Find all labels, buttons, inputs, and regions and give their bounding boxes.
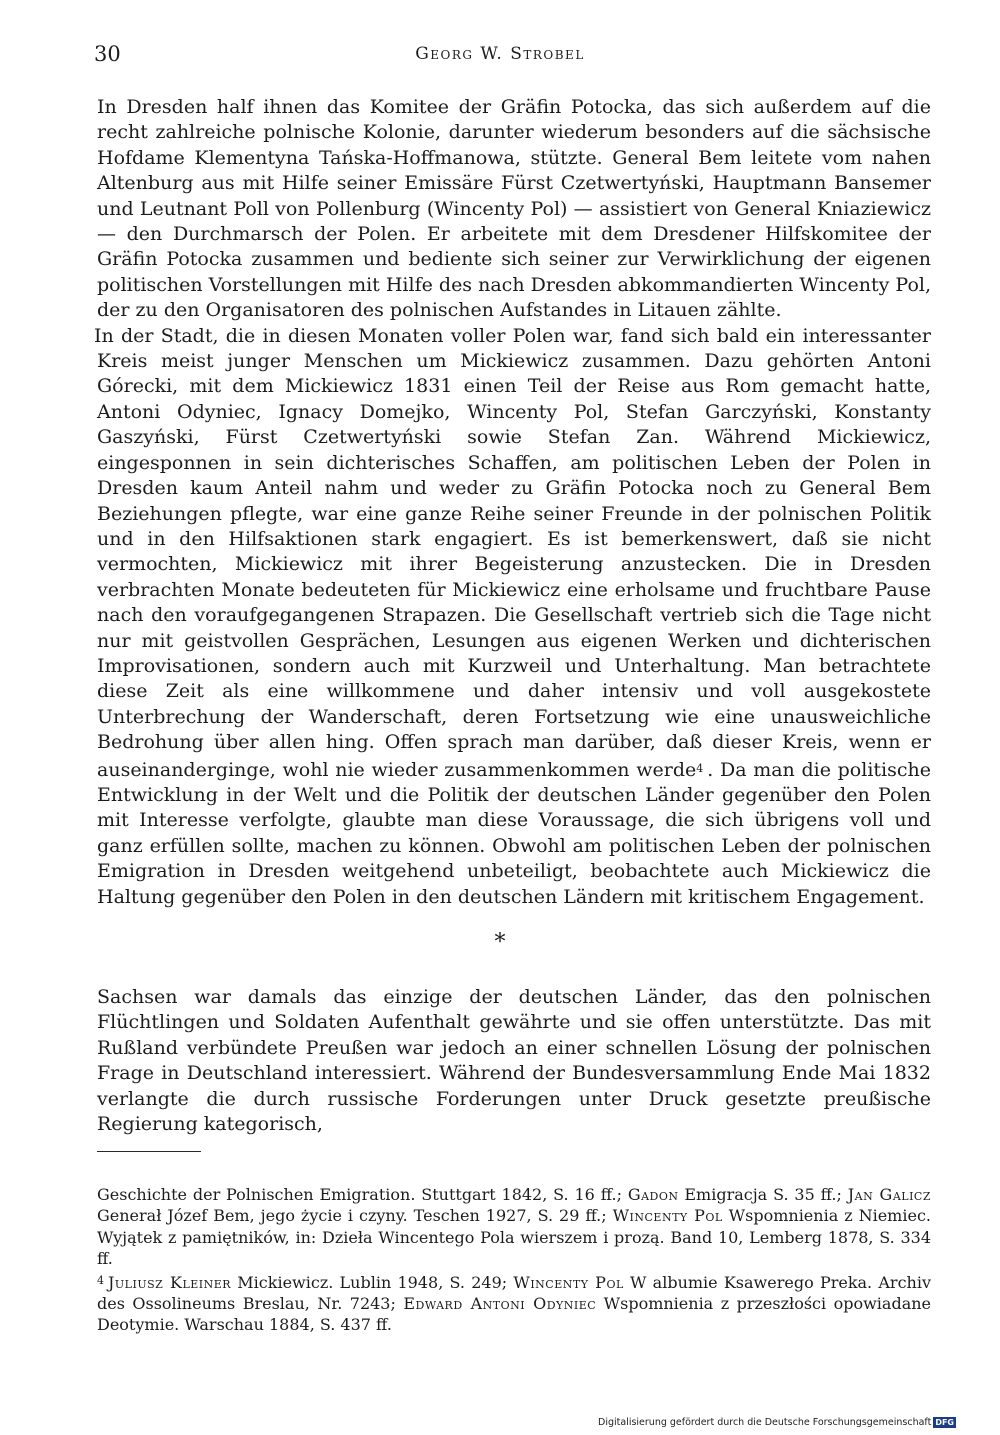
page-number: 30 <box>94 42 121 66</box>
running-head: Georg W. Strobel <box>415 44 585 64</box>
paragraph: In Dresden half ihnen das Komitee der Gräfin Potocka, das sich außerdem auf die recht zahlreiche polnische Kolonie, darunter wiederum besonders auf die sächsische Hofdame Klementyna Tańska-Hoffmanowa, stützte. General Bem leitete vom nahen Altenburg aus mit Hilfe seiner Emissäre Fürst Czetwertyński, Hauptmann Bansemer und Leutnant Poll von Pollenburg (Wincenty Pol) — assistiert von General Kniaziewicz — den Durchmarsch der Polen. Er arbeitete mit dem Dresdener Hilfskomitee der Gräfin Potocka zusammen und bediente sich seiner zur Verwirklichung der eigenen politischen Vorstellungen mit Hilfe des nach Dresden abkommandierten Wincenty Pol, der zu den Organisatoren des polnischen Aufstandes in Litauen zählte. <box>97 96 931 322</box>
footnote-text: Generał Józef Bem, jego życie i czyny. Teschen 1927, S. 29 ff.; <box>97 1206 613 1226</box>
footnote-text: Mickiewicz. Lublin 1948, S. 249; <box>231 1272 514 1292</box>
author-name: Juliusz Kleiner <box>108 1272 232 1292</box>
footnote-continuation <box>97 1184 931 1270</box>
paragraph: Sachsen war damals das einzige der deutschen Länder, das den polnischen Flüchtlingen und Soldaten Aufenthalt gewährte und sie offen unterstützte. Das mit Rußland verbündete Preußen war jedoch an einer schnellen Lösung der polnischen Frage in Deutschland interessiert. Während der Bundesversammlung Ende Mai 1832 verlangte die durch russische Forderungen unter Druck gesetzte preußische Regierung kategorisch, <box>97 986 931 1136</box>
footnotes <box>97 1184 931 1336</box>
paragraph-text: In der Stadt, die in diesen Monaten voller Polen war, fand sich bald ein interessanter Kreis meist junger Menschen um Mickiewicz zusammen. Dazu gehörten Antoni Górecki, mit dem Mickiewicz 1831 einen Teil der Reise aus Rom gemacht hatte, Antoni Odyniec, Ignacy Domejko, Wincenty Pol, Stefan Garczyński, Konstanty Gaszyński, Fürst Czetwertyński sowie Stefan Zan. Während Mickiewicz, eingesponnen in sein dichterisches Schaffen, am politischen Leben der Polen in Dresden kaum Anteil nahm und weder zu Gräfin Potocka noch zu General Bem Beziehungen pflegte, war eine ganze Reihe seiner Freunde in der polnischen Politik und in den Hilfsaktionen stark engagiert. Es ist bemerkenswert, daß sie nicht vermochten, Mickiewicz mit ihrer Begeisterung anzustecken. Die in Dresden verbrachten Monate bedeuteten für Mickiewicz eine erholsame und fruchtbare Pause nach den voraufgegangenen Strapazen. Die Gesellschaft vertrieb sich die Tage nicht nur mit geistvollen Gesprächen, Lesungen aus eigenen Werken und dichterischen Improvisationen, sondern auch mit Kurzweil und Unterhaltung. Man betrachtete diese Zeit als eine willkommene und daher intensiv und voll ausgekostete Unterbrechung der Wanderschaft, deren Fortsetzung wie eine unausweichliche Bedrohung über allen hing. Offen sprach man darüber, daß dieser Kreis, wenn er auseinanderginge, wohl nie wieder zusammenkommen werde <box>94 324 931 781</box>
footnote-number: 4 <box>97 1273 104 1287</box>
digitization-credit <box>598 1417 956 1428</box>
footnote-text: Geschichte der Polnischen Emigration. Stuttgart 1842, S. 16 ff.; <box>97 1185 628 1204</box>
dfg-logo-icon: DFG <box>935 1418 954 1427</box>
author-name: Wincenty Pol <box>513 1272 624 1292</box>
author-name: Wincenty Pol <box>612 1206 723 1226</box>
author-name: Edward Antoni Odyniec <box>403 1294 597 1314</box>
footnote-text: Emigracja S. 35 ff.; <box>678 1185 848 1204</box>
author-name: Jan Galicz <box>847 1185 931 1204</box>
paragraph-text: . Da man die politische Entwicklung in der Welt und die Politik der deutschen Länder gegenüber den Polen mit Interesse verfolgte, glaubte man diese Voraussage, die sich übrigens voll und ganz erfüllen sollte, machen zu können. Obwohl am politischen Leben der polnischen Emigration in Dresden weitgehend unbeteiligt, beobachtete auch Mickiewicz die Haltung gegenüber den Polen in den deutschen Ländern mit kritischem Engagement. <box>97 758 931 908</box>
second-text <box>97 985 931 1137</box>
footnote-reference: 4 <box>696 761 704 775</box>
footnote-text: W albumie Ksawerego Preka. Archiv des Ossolineums Breslau, Nr. 7243; <box>97 1272 931 1314</box>
footnote-4 <box>97 1270 931 1336</box>
footnote-text: Wspomnienia z przeszłości opowiadane Deotymie. Warschau 1884, S. 437 ff. <box>97 1294 932 1335</box>
footnote-divider <box>97 1151 201 1152</box>
paragraph <box>94 324 931 910</box>
credit-text: Digitalisierung gefördert durch die Deutsche Forschungsgemeinschaft <box>598 1417 932 1428</box>
author-name: Gadon <box>627 1185 679 1204</box>
footnote-text: Wspomnienia z Niemiec. Wyjątek z pamiętników, in: Dzieła Wincentego Pola wierszem i prozą. Band 10, Lemberg 1878, S. 334 ff. <box>97 1206 931 1269</box>
section-break: * <box>494 930 506 955</box>
main-text <box>94 95 931 910</box>
